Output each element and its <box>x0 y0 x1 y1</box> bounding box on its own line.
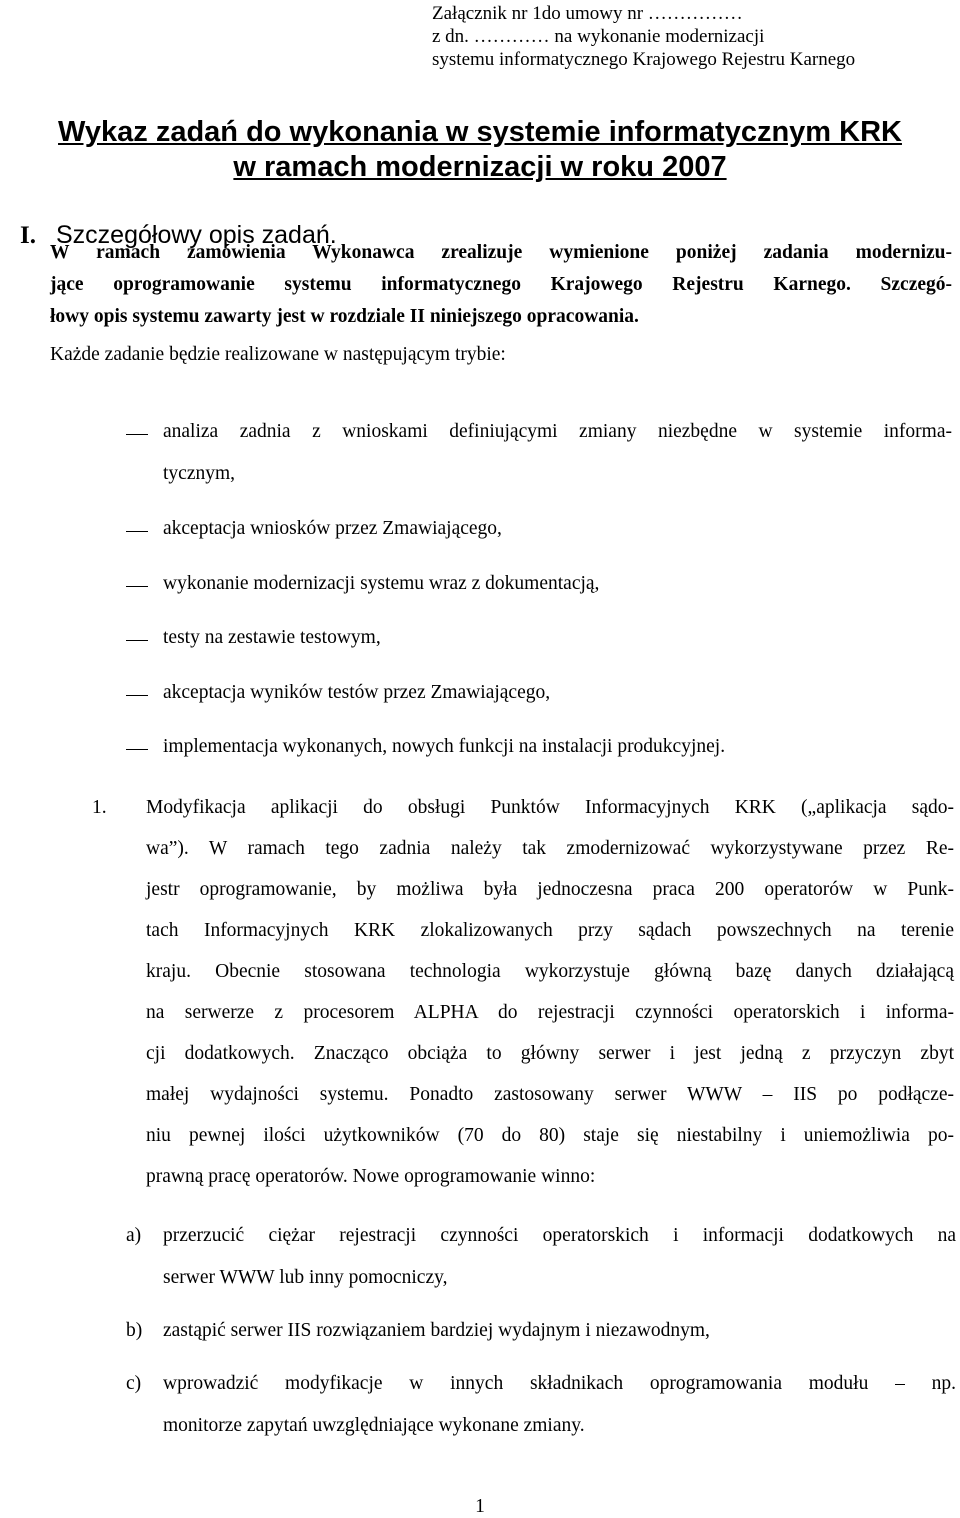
sub-marker: a) <box>126 1225 142 1246</box>
header-line-3: systemu informatycznego Krajowego Rejestru Karnego <box>432 49 856 70</box>
dash-bullet <box>126 434 148 435</box>
document-title <box>0 115 960 185</box>
step-text: analiza zadnia z wnioskami definiującymi zmiany niezbędne w systemie informa- <box>163 421 952 442</box>
header-line-1: Załącznik nr 1do umowy nr …………… <box>432 3 743 24</box>
attachment-header <box>432 2 855 71</box>
item-number: 1. <box>92 797 107 818</box>
intro-line-1: W ramach zamówienia Wykonawca zrealizuje wymienione poniżej zadania modernizu- <box>50 242 952 263</box>
intro-line-2: jące oprogramowanie systemu informatycznego Krajowego Rejestru Karnego. Szczegó- <box>50 274 952 295</box>
dash-bullet <box>126 586 148 587</box>
sub-text: zastąpić serwer IIS rozwiązaniem bardziej wydajnym i niezawodnym, <box>163 1320 710 1341</box>
sub-marker: c) <box>126 1373 142 1394</box>
lead-sentence: Każde zadanie będzie realizowane w następującym trybie: <box>50 344 506 365</box>
header-line-2: z dn. ………… na wykonanie modernizacji <box>432 26 765 47</box>
item-line: niu pewnej ilości użytkowników (70 do 80) staje się niestabilny i uniemożliwia po- <box>146 1125 954 1146</box>
item-line: kraju. Obecnie stosowana technologia wykorzystuje główną bazę danych działającą <box>146 961 954 982</box>
dash-bullet <box>126 749 148 750</box>
item-line: prawną pracę operatorów. Nowe oprogramowanie winno: <box>146 1166 596 1187</box>
dash-bullet <box>126 695 148 696</box>
dash-bullet <box>126 531 148 532</box>
step-text: akceptacja wniosków przez Zmawiającego, <box>163 518 502 539</box>
step-text: akceptacja wyników testów przez Zmawiającego, <box>163 682 551 703</box>
sub-text: przerzucić ciężar rejestracji czynności operatorskich i informacji dodatkowych na <box>163 1225 956 1246</box>
step-text: implementacja wykonanych, nowych funkcji na instalacji produkcyjnej. <box>163 736 726 757</box>
item-line: wa”). W ramach tego zadnia należy tak zmodernizować wykorzystywane przez Re- <box>146 838 954 859</box>
step-text: wykonanie modernizacji systemu wraz z dokumentacją, <box>163 573 600 594</box>
sub-text-continued: serwer WWW lub inny pomocniczy, <box>163 1267 448 1288</box>
item-line: małej wydajności systemu. Ponadto zastosowany serwer WWW – IIS po podłącze- <box>146 1084 954 1105</box>
dash-bullet <box>126 640 148 641</box>
sub-marker: b) <box>126 1320 143 1341</box>
item-line: Modyfikacja aplikacji do obsługi Punktów Informacyjnych KRK („aplikacja sądo- <box>146 797 954 818</box>
page-number: 1 <box>475 1496 485 1517</box>
sub-text: wprowadzić modyfikacje w innych składnikach oprogramowania modułu – np. <box>163 1373 956 1394</box>
intro-line-3: łowy opis systemu zawarty jest w rozdziale II niniejszego opracowania. <box>50 306 639 327</box>
sub-text-continued: monitorze zapytań uwzględniające wykonane zmiany. <box>163 1415 585 1436</box>
title-line-2: w ramach modernizacji w roku 2007 <box>233 151 727 183</box>
step-text: testy na zestawie testowym, <box>163 627 381 648</box>
section-title: Szczegółowy opis zadań. <box>56 221 337 249</box>
step-text-continued: tycznym, <box>163 463 236 484</box>
title-line-1: Wykaz zadań do wykonania w systemie informatycznym KRK <box>58 116 902 148</box>
item-line: jestr oprogramowanie, by możliwa była jednoczesna praca 200 operatorów w Punk- <box>146 879 954 900</box>
item-line: cji dodatkowych. Znacząco obciąża to główny serwer i jest jedną z przyczyn zbyt <box>146 1043 954 1064</box>
section-number: I. <box>20 222 36 249</box>
item-line: na serwerze z procesorem ALPHA do rejestracji czynności operatorskich i informa- <box>146 1002 954 1023</box>
item-line: tach Informacyjnych KRK zlokalizowanych przy sądach powszechnych na terenie <box>146 920 954 941</box>
